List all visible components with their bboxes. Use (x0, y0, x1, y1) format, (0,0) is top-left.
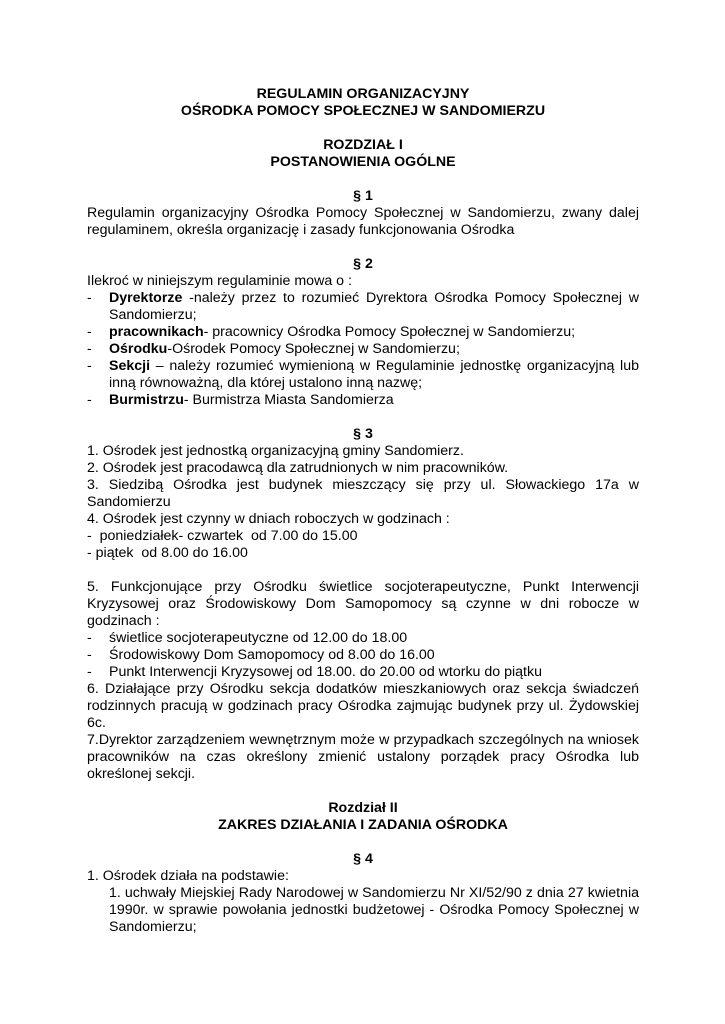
definition-term: Ośrodku (109, 341, 168, 357)
definition-term: Burmistrzu (109, 392, 184, 408)
paragraph3-point6: 6. Działające przy Ośrodku sekcja dodatków mieszkaniowych oraz sekcja świadczeń rodzinnych pracują w godzinach pracy Ośrodka zajmując budynek przy ul. Żydowskiej 6c. (87, 681, 639, 731)
paragraph1-sign: § 1 (353, 188, 373, 204)
definition-term: Dyrektorze (109, 290, 183, 306)
definition-desc: - Burmistrza Miasta Sandomierza (183, 392, 394, 408)
definition-item: - Dyrektorze -należy przez to rozumieć Dyrektora Ośrodka Pomocy Społecznej w Sandomierzu; (87, 290, 639, 323)
paragraph4-point1: 1. Ośrodek działa na podstawie: (87, 868, 289, 884)
hours-item: - Punkt Interwencji Kryzysowej od 18.00. do 20.00 od wtorku do piątku (87, 664, 542, 680)
paragraph3-sign: § 3 (353, 426, 373, 442)
chapter2-heading: Rozdział II (328, 800, 398, 816)
definition-desc: -Ośrodek Pomocy Społecznej w Sandomierzu; (167, 341, 460, 357)
definition-desc: – należy rozumieć wymienioną w Regulaminie jednostkę organizacyjną lub inną równoważną, dla której ustalono inną nazwę; (109, 358, 639, 391)
paragraph3-point5: 5. Funkcjonujące przy Ośrodku świetlice socjoterapeutyczne, Punkt Interwencji Kryzysowej oraz Środowiskowy Dom Samopomocy są czynne w dni robocze w godzinach : (87, 579, 639, 629)
paragraph3-point3: 3. Siedzibą Ośrodka jest budynek mieszczący się przy ul. Słowackiego 17a w Sandomierzu (87, 477, 639, 510)
document-title-line1: REGULAMIN ORGANIZACYJNY (256, 86, 470, 102)
definition-item: - pracownikach- pracownicy Ośrodka Pomocy Społecznej w Sandomierzu; (87, 324, 576, 340)
paragraph4-sign: § 4 (353, 851, 373, 867)
hours-item: - świetlice socjoterapeutyczne od 12.00 do 18.00 (87, 630, 408, 646)
paragraph4-point1-sub1: 1. uchwały Miejskiej Rady Narodowej w Sandomierzu Nr XI/52/90 z dnia 27 kwietnia 1990r. w sprawie powołania jednostki budżetowej - Ośrodka Pomocy Społecznej w Sandomierzu; (109, 885, 639, 935)
definition-item: - Ośrodku-Ośrodek Pomocy Społecznej w Sandomierzu; (87, 341, 460, 357)
definition-term: Sekcji (109, 358, 151, 374)
paragraph3-point1: 1. Ośrodek jest jednostką organizacyjną gminy Sandomierz. (87, 443, 464, 459)
chapter1-subheading: POSTANOWIENIA OGÓLNE (270, 154, 456, 170)
definition-desc: - pracownicy Ośrodka Pomocy Społecznej w Sandomierzu; (203, 324, 576, 340)
paragraph3-point4: 4. Ośrodek jest czynny w dniach roboczych w godzinach : (87, 511, 450, 527)
definition-term: pracownikach (109, 324, 204, 340)
definition-desc: -należy przez to rozumieć Dyrektora Ośrodka Pomocy Społecznej w Sandomierzu; (109, 290, 639, 323)
paragraph1-text: Regulamin organizacyjny Ośrodka Pomocy Społecznej w Sandomierzu, zwany dalej regulaminem, określa organizację i zasady funkcjonowania Ośrodka (87, 205, 639, 238)
hours-fri: - piątek od 8.00 do 16.00 (87, 545, 248, 561)
hours-item: - Środowiskowy Dom Samopomocy od 8.00 do 16.00 (87, 647, 435, 663)
paragraph2-intro: Ilekroć w niniejszym regulaminie mowa o : (87, 273, 352, 289)
document-title-line2: OŚRODKA POMOCY SPOŁECZNEJ W SANDOMIERZU (180, 103, 546, 119)
paragraph3-point2: 2. Ośrodek jest pracodawcą dla zatrudnionych w nim pracowników. (87, 460, 509, 476)
hours-mon-thu: - poniedziałek- czwartek od 7.00 do 15.00 (87, 528, 358, 544)
chapter1-heading: ROZDZIAŁ I (323, 137, 403, 153)
paragraph2-sign: § 2 (353, 256, 373, 272)
definition-item: - Sekcji – należy rozumieć wymienioną w Regulaminie jednostkę organizacyjną lub inną równoważną, dla której ustalono inną nazwę; (87, 358, 639, 391)
document-page (87, 86, 639, 936)
definition-item: - Burmistrzu- Burmistrza Miasta Sandomierza (87, 392, 394, 408)
paragraph3-point7: 7.Dyrektor zarządzeniem wewnętrznym może w przypadkach szczególnych na wniosek pracowników na czas określony zmienić ustalony porządek pracy Ośrodka lub określonej sekcji. (87, 732, 639, 782)
chapter2-subheading: ZAKRES DZIAŁANIA I ZADANIA OŚRODKA (218, 817, 508, 833)
